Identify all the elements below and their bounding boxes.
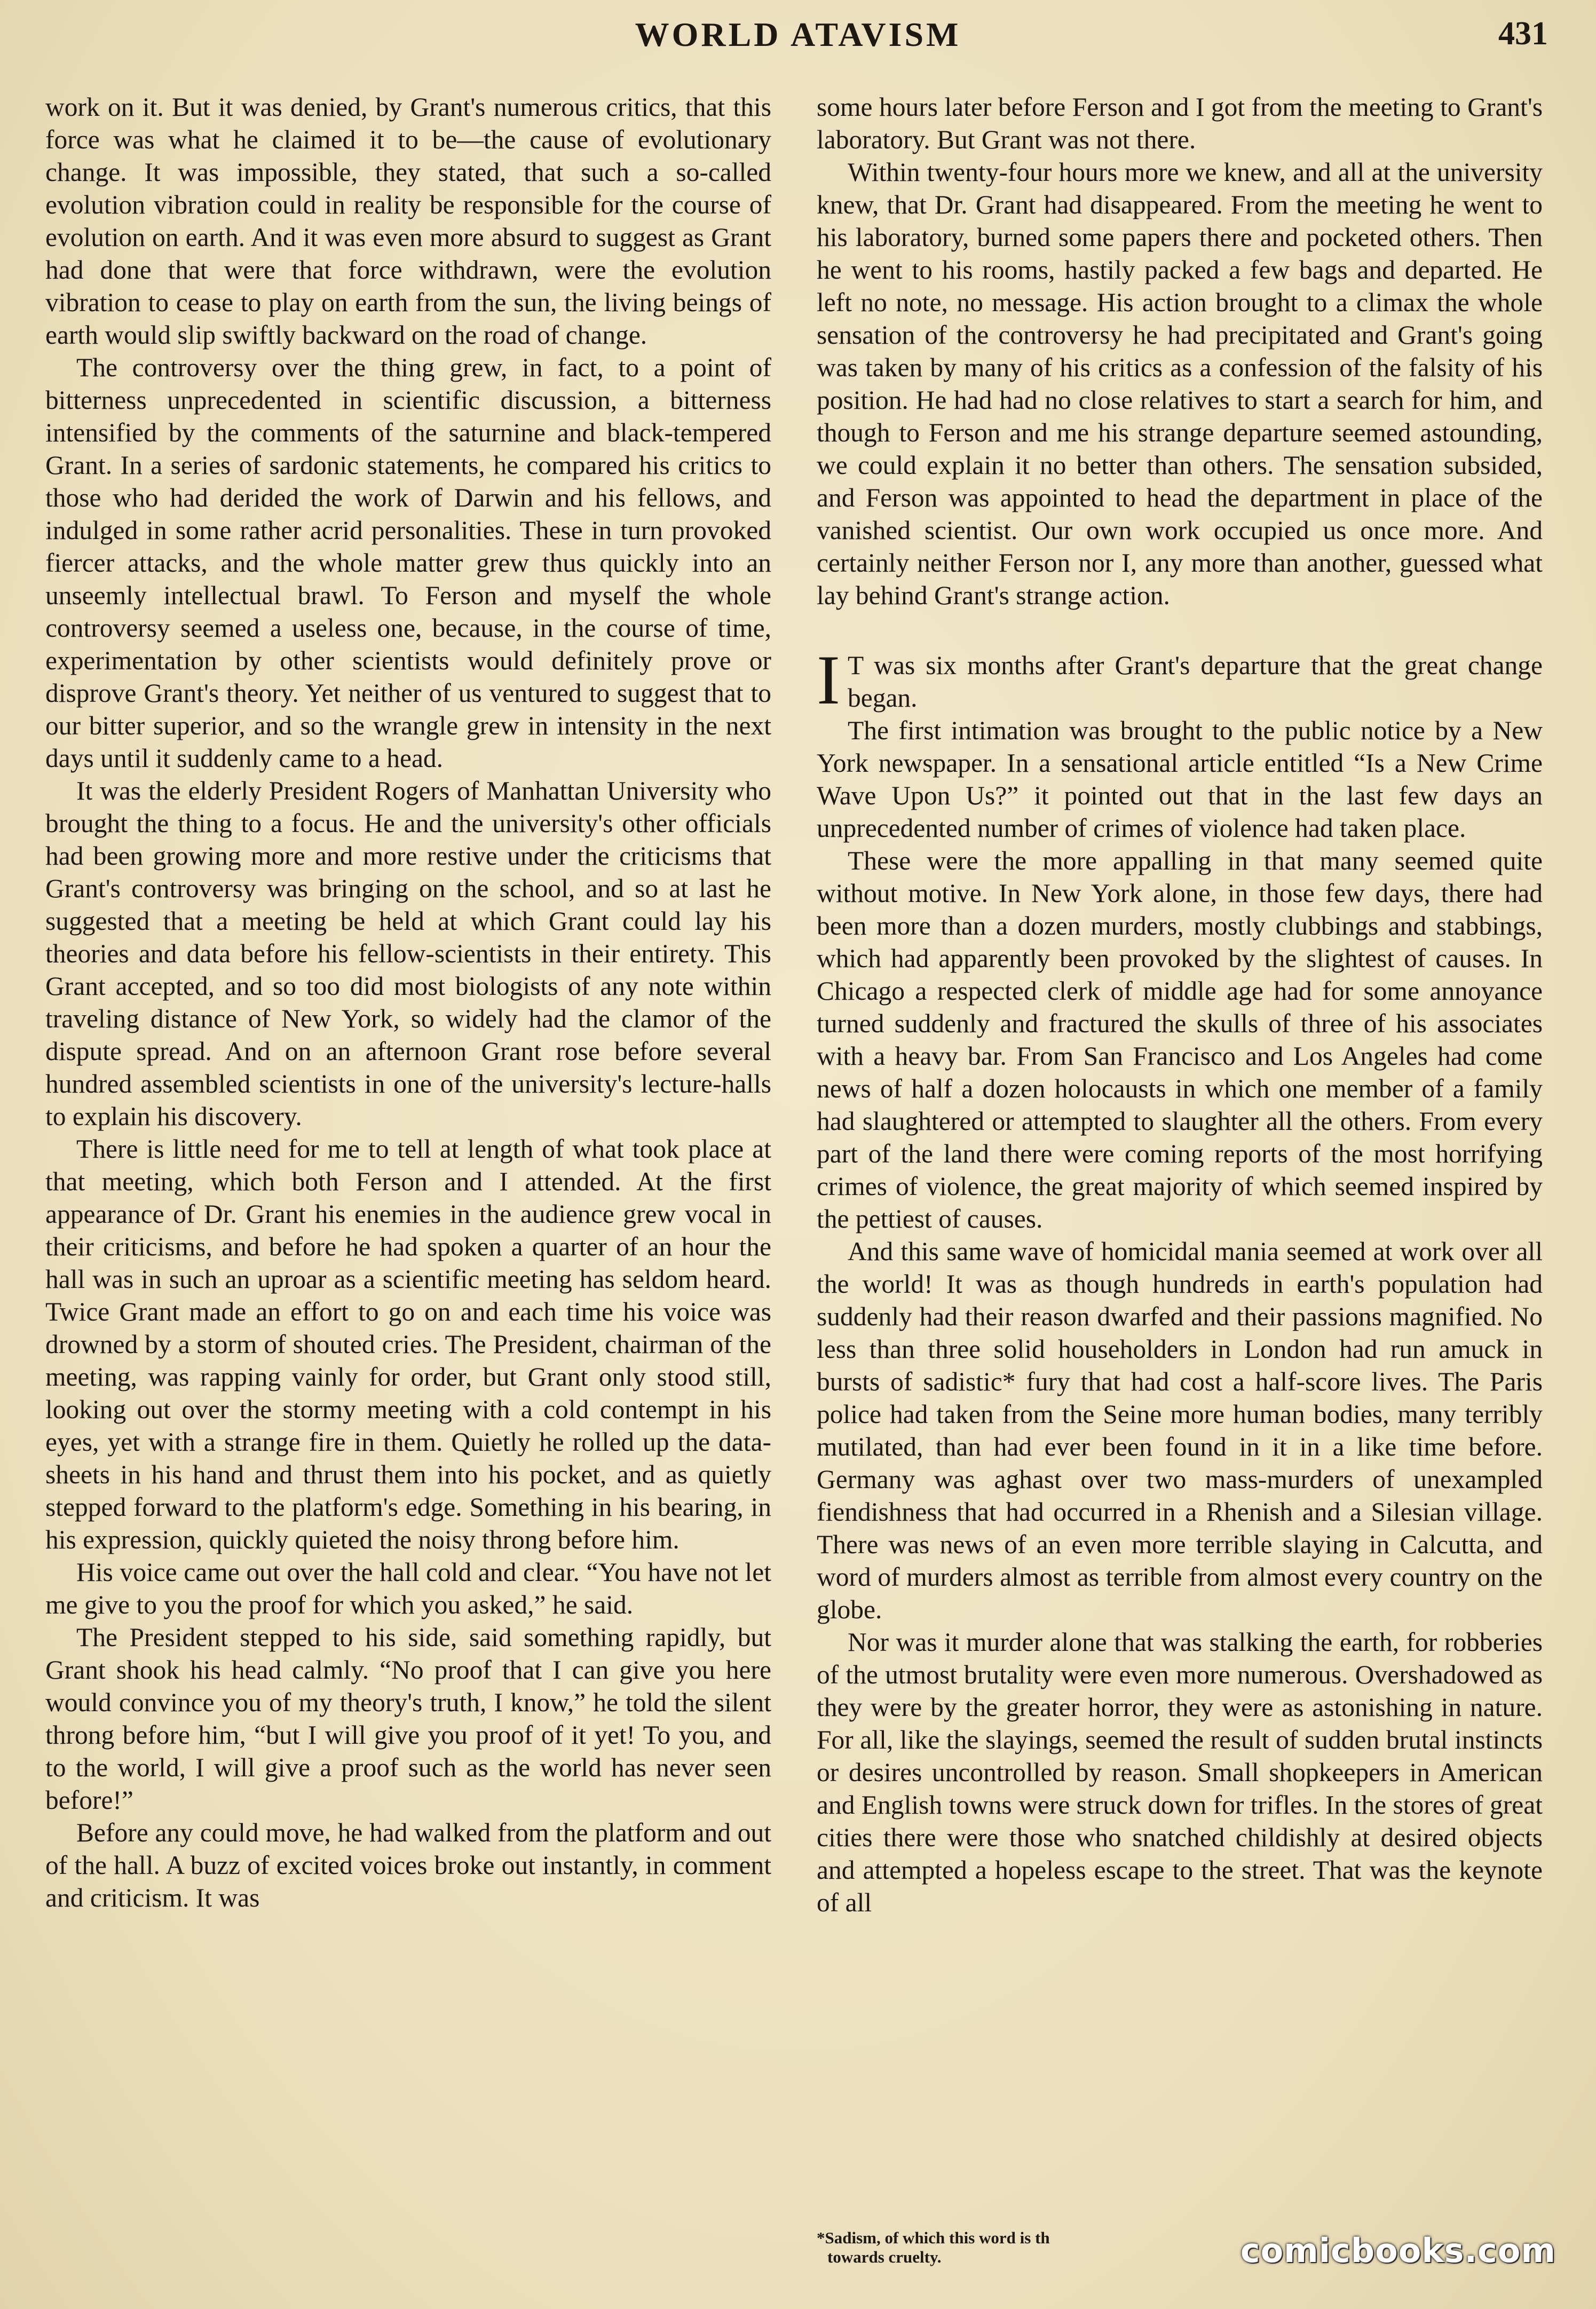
- paragraph: His voice came out over the hall cold and clear. “You have not let me give to you the proof for which you asked,” he said.: [45, 1557, 771, 1619]
- footnote-line: towards cruelty.: [827, 2248, 942, 2266]
- section-opening-paragraph: [817, 640, 1543, 719]
- paragraph: It was the elderly President Rogers of Manhattan University who brought the thing to a focus. He and the university's other officials had been growing more and more restive under the criticisms that Grant's controversy was bringing on the school, and so at last he suggested that a meeting be held at which Grant could lay his theories and data before his fellow-scientists in their entirety. This Grant accepted, and so too did most biologists of any note within traveling distance of New York, so widely had the clamor of the dispute spread. And on an afternoon Grant rose before several hundred assembled scientists in one of the university's lecture-halls to explain his discovery.: [45, 776, 771, 1131]
- watermark-logo: comicbooks.com: [1240, 2231, 1556, 2270]
- paragraph: These were the more appalling in that many seemed quite without motive. In New York alone, in those few days, there had been more than a dozen murders, mostly clubbings and stabbings, which had apparently been provoked by the slightest of causes. In Chicago a respected clerk of middle age had for some annoyance turned suddenly and fractured the skulls of three of his associates with a heavy bar. From San Francisco and Los Angeles had come news of half a dozen holocausts in which one member of a family had slaughtered or attempted to slaughter all the others. From every part of the land there were coming reports of the most horrifying crimes of violence, the great majority of which seemed inspired by the pettiest of causes.: [817, 846, 1543, 1233]
- footnote-line: *Sadism, of which this word is th: [817, 2228, 1050, 2247]
- page-header: [0, 15, 1596, 58]
- running-title: WORLD ATAVISM: [635, 15, 961, 53]
- paragraph: some hours later before Ferson and I got from the meeting to Grant's laboratory. But Grant was not there.: [817, 92, 1543, 154]
- paragraph: work on it. But it was denied, by Grant's numerous critics, that this force was what he claimed it to be—the cause of evolutionary change. It was impossible, they stated, that such a so-called evolution vibration could in reality be responsible for the course of evolution on earth. And it was even more absurd to suggest as Grant had done that were that force withdrawn, were the evolution vibration to cease to play on earth from the sun, the living beings of earth would slip swiftly backward on the road of change.: [45, 92, 771, 350]
- paragraph: The controversy over the thing grew, in fact, to a point of bitterness unprecedented in scientific discussion, a bitterness intensified by the comments of the saturnine and black-tempered Grant. In a series of sardonic statements, he compared his critics to those who had derided the work of Darwin and his fellows, and indulged in some rather acrid personalities. These in turn provoked fiercer attacks, and the whole matter grew thus quickly into an unseemly intellectual brawl. To Ferson and myself the whole controversy seemed a useless one, because, in the course of time, experimentation by other scientists would definitely prove or disprove Grant's theory. Yet neither of us ventured to suggest that to our bitter superior, and so the wrangle grew in intensity in the next days until it suddenly came to a head.: [45, 353, 771, 773]
- paragraph: And this same wave of homicidal mania seemed at work over all the world! It was as though hundreds in earth's population had suddenly had their reason dwarfed and their passions magnified. No less than three solid householders in London had run amuck in bursts of sadistic* fury that had cost a half-score lives. The Paris police had taken from the Seine more human bodies, many terribly mutilated, than had ever been found in it in a like time before. Germany was aghast over two mass-murders of unexampled fiendishness that had occurred in a Rhenish and a Silesian village. There was news of an even more terrible slaying in Calcutta, and word of murders almost as terrible from almost every country on the globe.: [817, 1237, 1543, 1624]
- left-column: [45, 91, 771, 1914]
- paragraph: Within twenty-four hours more we knew, and all at the university knew, that Dr. Grant had disappeared. From the meeting he went to his laboratory, burned some papers there and pocketed others. Then he went to his rooms, hastily packed a few bags and departed. He left no note, no message. His action brought to a climax the whole sensation of the controversy he had precipitated and Grant's going was taken by many of his critics as a confession of the falsity of his position. He had had no close relatives to start a search for him, and though to Ferson and me his strange departure seemed astounding, we could explain it no better than others. The sensation subsided, and Ferson was appointed to head the department in place of the vanished scientist. Our own work occupied us once more. And certainly neither Ferson nor I, any more than another, guessed what lay behind Grant's strange action.: [817, 157, 1543, 610]
- paragraph: Before any could move, he had walked from the platform and out of the hall. A buzz of excited voices broke out instantly, in comment and criticism. It was: [45, 1818, 771, 1912]
- right-column: [817, 91, 1543, 1919]
- page-number: 431: [1498, 15, 1548, 52]
- paragraph: The first intimation was brought to the public notice by a New York newspaper. In a sensational article entitled “Is a New Crime Wave Upon Us?” it pointed out that in the last few days an unprecedented number of crimes of violence had taken place.: [817, 716, 1543, 843]
- paragraph: There is little need for me to tell at length of what took place at that meeting, which both Ferson and I attended. At the first appearance of Dr. Grant his enemies in the audience grew vocal in their criticisms, and before he had spoken a quarter of an hour the hall was in such an uproar as a scientific meeting has seldom heard. Twice Grant made an effort to go on and each time his voice was drowned by a storm of shouted cries. The President, chairman of the meeting, was rapping vainly for order, but Grant only stood still, looking out over the stormy meeting with a cold contempt in his eyes, yet with a strange fire in them. Quietly he rolled up the data-sheets in his hand and thrust them into his pocket, and as quietly stepped forward to the platform's edge. Something in his bearing, in his expression, quickly quieted the noisy throng before him.: [45, 1134, 771, 1554]
- section-opening-text: T was six months after Grant's departure that the great change began.: [847, 651, 1543, 713]
- paragraph: Nor was it murder alone that was stalking the earth, for robberies of the utmost brutality were even more numerous. Overshadowed as they were by the greater horror, they were as astonishing in nature. For all, like the slayings, seemed the result of sudden brutal instincts or desires uncontrolled by reason. Small shopkeepers in American and English towns were struck down for trifles. In the stores of great cities there were those who snatched childishly at desired objects and attempted a hopeless escape to the street. That was the keynote of all: [817, 1627, 1543, 1917]
- drop-cap-initial: I: [817, 640, 840, 719]
- paragraph: The President stepped to his side, said something rapidly, but Grant shook his head calmly. “No proof that I can give you here would convince you of my theory's truth, I know,” he told the silent throng before him, “but I will give you proof of it yet! To you, and to the world, I will give a proof such as the world has never seen before!”: [45, 1623, 771, 1815]
